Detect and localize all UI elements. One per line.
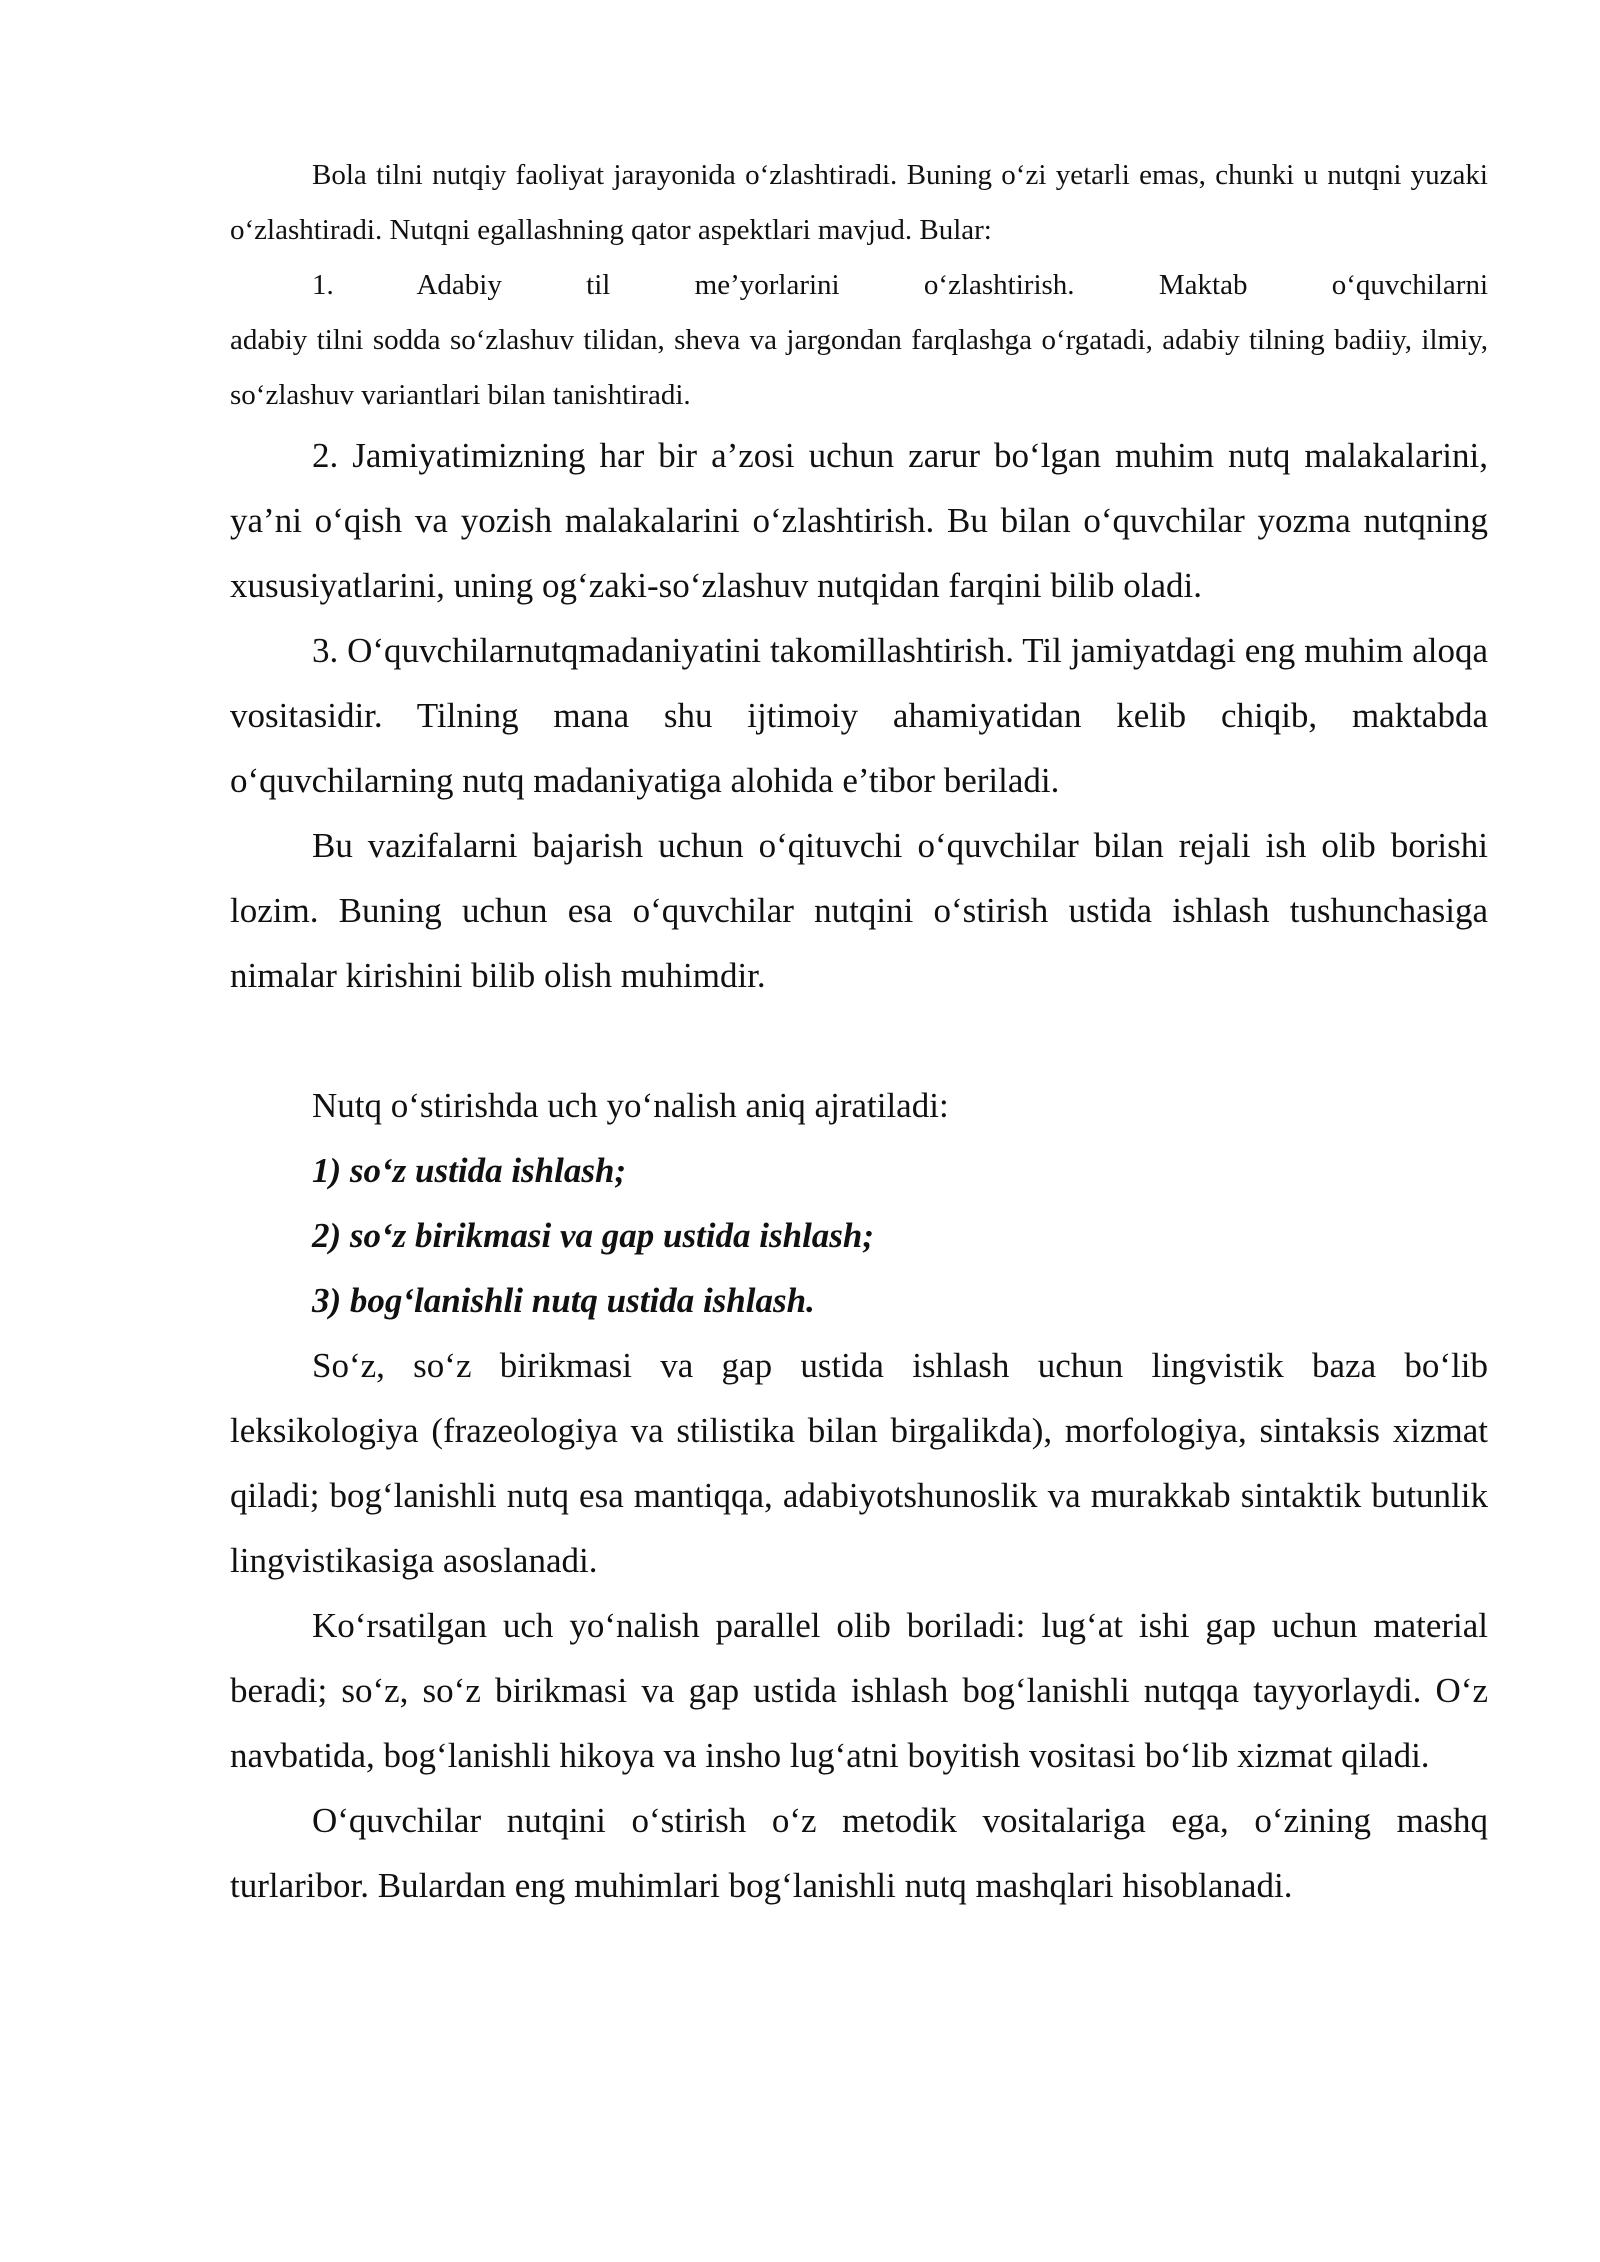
paragraph-tasks: Bu vazifalarni bajarish uchun o‘qituvchi o‘quvchilar bilan rejali ish olib borishi lozim. Buning uchun esa o‘quvchilar nutqini o‘stirish ustida ishlash tushunchasiga nimalar kirishini bilib olish muhimdir. — [230, 826, 1488, 995]
paragraph-methodical-tools: O‘quvchilar nutqini o‘stirish o‘z metodik vositalariga ega, o‘zining mashq turlaribor. Bulardan eng muhimlari bog‘lanishli nutq mashqlari hisoblanadi. — [230, 1801, 1488, 1905]
paragraph-linguistic-base: So‘z, so‘z birikmasi va gap ustida ishlash uchun lingvistik baza bo‘lib leksikologiya (frazeologiya va stilistika bilan birgalikda), morfologiya, sintaksis xizmat qiladi; bog‘lanishli nutq esa mantiqqa, adabiyotshunoslik va murakkab sintaktik butunlik lingvistikasiga asoslanadi. — [230, 1346, 1488, 1580]
paragraph-item-1-first-line: 1. Adabiy til me’yorlarini o‘zlashtirish. Maktab o‘quvchilarni — [312, 269, 1488, 301]
direction-item-2: 2) so‘z birikmasi va gap ustida ishlash; — [312, 1216, 875, 1255]
paragraph-intro: Bola tilni nutqiy faoliyat jarayonida o‘zlashtiradi. Buning o‘zi yetarli emas, chunki u nutqni yuzaki o‘zlashtiradi. Nutqni egallashning qator aspektlari mavjud. Bular: — [230, 159, 1488, 246]
paragraph-item-3: 3. O‘quvchilarnutqmadaniyatini takomillashtirish. Til jamiyatdagi eng muhim aloqa vositasidir. Tilning mana shu ijtimoiy ahamiyatidan kelib chiqib, maktabda o‘quvchilarning nutq madaniyatiga alohida e’tibor beriladi. — [230, 631, 1488, 800]
paragraph-directions-intro: Nutq o‘stirishda uch yo‘nalish aniq ajratiladi: — [312, 1086, 949, 1125]
direction-item-3: 3) bog‘lanishli nutq ustida ishlash. — [312, 1281, 815, 1320]
paragraph-item-1-rest: adabiy tilni sodda so‘zlashuv tilidan, sheva va jargondan farqlashga o‘rgatadi, adabiy tilning badiiy, ilmiy, so‘zlashuv variantlari bilan tanishtiradi. — [230, 324, 1488, 411]
direction-item-1: 1) so‘z ustida ishlash; — [312, 1151, 627, 1190]
document-body — [230, 148, 1488, 1918]
paragraph-item-2: 2. Jamiyatimizning har bir a’zosi uchun zarur bo‘lgan muhim nutq malakalarini, ya’ni o‘qish va yozish malakalarini o‘zlashtirish. Bu bilan o‘quvchilar yozma nutqning xususiyatlarini, uning og‘zaki-so‘zlashuv nutqidan farqini bilib oladi. — [230, 436, 1488, 605]
spacer — [230, 1008, 1488, 1073]
paragraph-parallel-directions: Ko‘rsatilgan uch yo‘nalish parallel olib boriladi: lug‘at ishi gap uchun material beradi; so‘z, so‘z birikmasi va gap ustida ishlash bog‘lanishli nutqqa tayyorlaydi. O‘z navbatida, bog‘lanishli hikoya va insho lug‘atni boyitish vositasi bo‘lib xizmat qiladi. — [230, 1606, 1488, 1775]
